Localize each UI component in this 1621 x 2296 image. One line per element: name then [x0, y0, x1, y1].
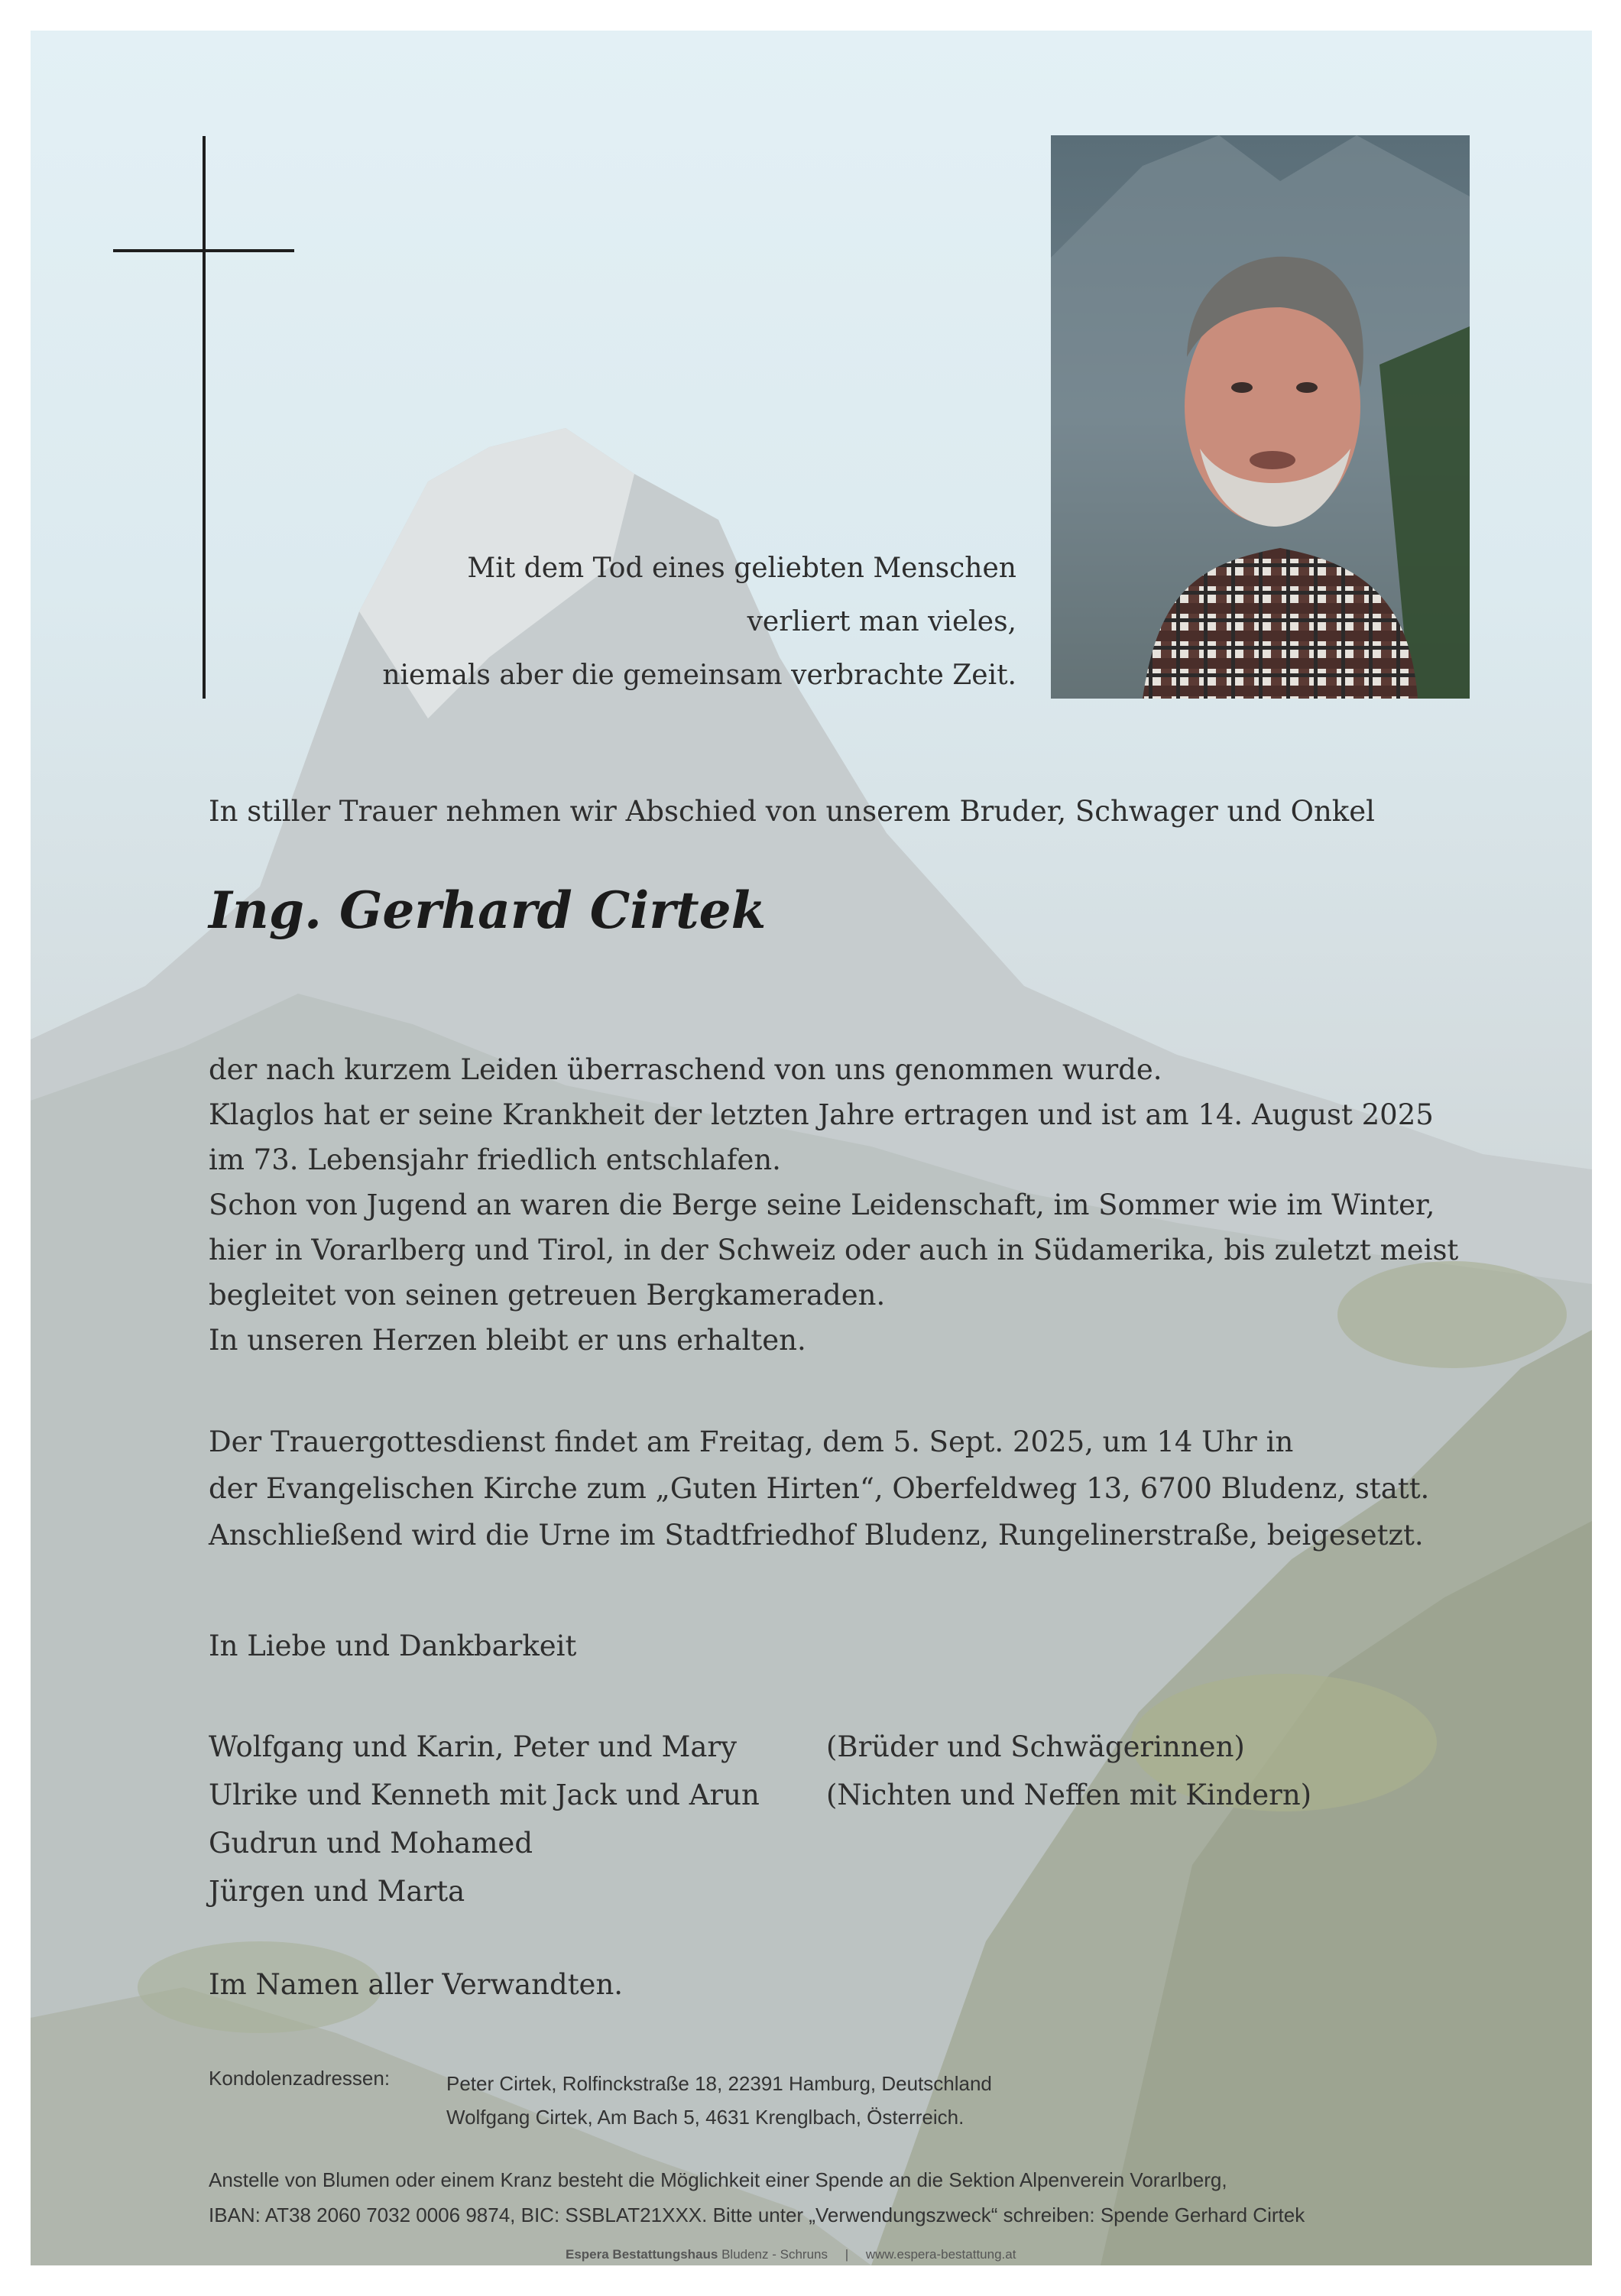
body-line: begleitet von seinen getreuen Bergkameraden.	[209, 1279, 886, 1312]
footer-company-location: Bludenz - Schruns	[721, 2247, 828, 2262]
body-line: In unseren Herzen bleibt er uns erhalten.	[209, 1324, 806, 1357]
memorial-quote	[382, 542, 1016, 702]
announcement-lead: In stiller Trauer nehmen wir Abschied von unserem Bruder, Schwager und Onkel	[209, 795, 1375, 828]
mourner-entry: Wolfgang und Karin, Peter und Mary	[209, 1730, 738, 1763]
funeral-service-info	[209, 1419, 1429, 1558]
donation-note	[209, 2162, 1305, 2233]
mourner-relation: (Brüder und Schwägerinnen)	[826, 1730, 1245, 1763]
cross-vertical-bar	[203, 136, 206, 699]
condolence-address: Peter Cirtek, Rolfinckstraße 18, 22391 Hamburg, Deutschland	[446, 2072, 992, 2095]
body-line: Schon von Jugend an waren die Berge seine Leidenschaft, im Sommer wie im Winter,	[209, 1189, 1435, 1221]
mourner-entry: Jürgen und Marta	[209, 1875, 465, 1908]
cross-horizontal-bar	[113, 249, 294, 252]
condolence-addresses	[446, 2067, 992, 2134]
donation-line: Anstelle von Blumen oder einem Kranz besteht die Möglichkeit einer Spende an die Sektion Alpenverein Vorarlberg,	[209, 2168, 1227, 2191]
obituary-sheet	[31, 31, 1592, 2265]
mourner-entry: Ulrike und Kenneth mit Jack und Arun	[209, 1779, 760, 1811]
mourner-relation: (Nichten und Neffen mit Kindern)	[826, 1779, 1312, 1811]
donation-line: IBAN: AT38 2060 7032 0006 9874, BIC: SSBLAT21XXX. Bitte unter „Verwendungszweck“ schreiben: Spende Gerhard Cirtek	[209, 2204, 1305, 2226]
deceased-name: Ing. Gerhard Cirtek	[209, 880, 767, 940]
mourner-entry: Gudrun und Mohamed	[209, 1827, 533, 1860]
closing-line: Im Namen aller Verwandten.	[209, 1968, 624, 2001]
quote-line: verliert man vieles,	[747, 606, 1016, 637]
service-line: der Evangelischen Kirche zum „Guten Hirten“, Oberfeldweg 13, 6700 Bludenz, statt.	[209, 1472, 1430, 1505]
body-line: im 73. Lebensjahr friedlich entschlafen.	[209, 1143, 781, 1176]
service-line: Anschließend wird die Urne im Stadtfriedhof Bludenz, Rungelinerstraße, beigesetzt.	[209, 1519, 1424, 1552]
footer-separator: |	[845, 2247, 849, 2262]
body-line: hier in Vorarlberg und Tirol, in der Schweiz oder auch in Südamerika, bis zuletzt meist	[209, 1234, 1459, 1266]
quote-line: niemals aber die gemeinsam verbrachte Zeit.	[382, 660, 1016, 691]
body-line: der nach kurzem Leiden überraschend von uns genommen wurde.	[209, 1053, 1162, 1086]
portrait-photo	[1051, 135, 1470, 699]
obituary-body	[209, 1047, 1458, 1363]
service-line: Der Trauergottesdienst findet am Freitag, dem 5. Sept. 2025, um 14 Uhr in	[209, 1425, 1294, 1458]
mourners-relations	[826, 1723, 1311, 1819]
quote-line: Mit dem Tod eines geliebten Menschen	[467, 553, 1016, 584]
condolence-label: Kondolenzadressen:	[209, 2067, 391, 2090]
condolence-address: Wolfgang Cirtek, Am Bach 5, 4631 Krenglbach, Österreich.	[446, 2106, 964, 2129]
thanks-line: In Liebe und Dankbarkeit	[209, 1630, 577, 1662]
footer-company-name: Espera Bestattungshaus	[566, 2247, 718, 2262]
footer-company	[566, 2247, 1016, 2262]
footer-website-link[interactable]: www.espera-bestattung.at	[865, 2247, 1016, 2262]
body-line: Klaglos hat er seine Krankheit der letzten Jahre ertragen und ist am 14. August 2025	[209, 1098, 1434, 1131]
mourners-list	[209, 1723, 760, 1915]
